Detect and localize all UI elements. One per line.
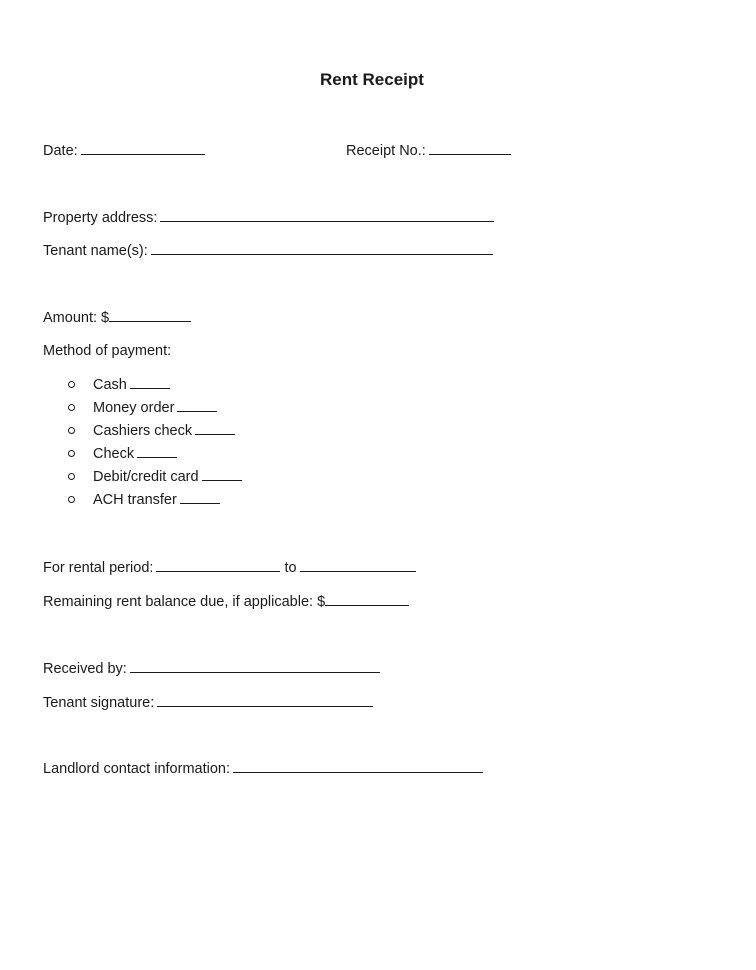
payment-method-label: Debit/credit card — [93, 469, 199, 485]
document-title: Rent Receipt — [320, 70, 424, 89]
payment-method-blank[interactable] — [195, 421, 235, 435]
remaining-balance-row — [43, 592, 409, 611]
tenant-signature-row — [43, 693, 373, 712]
property-address-label: Property address: — [43, 210, 158, 226]
payment-method-label: Cash — [93, 377, 127, 393]
received-by-blank[interactable] — [130, 659, 380, 673]
date-blank[interactable] — [81, 141, 205, 155]
tenant-signature-blank[interactable] — [157, 693, 373, 707]
payment-method-money-order — [93, 398, 217, 417]
payment-method-cashiers-check — [93, 421, 235, 440]
tenant-names-label: Tenant name(s): — [43, 243, 148, 259]
payment-method-cash — [93, 375, 170, 394]
landlord-contact-row — [43, 759, 483, 778]
date-label: Date: — [43, 143, 78, 159]
payment-method-blank[interactable] — [137, 444, 177, 458]
payment-method-label: ACH transfer — [93, 492, 177, 508]
rental-period-to-label: to — [284, 560, 297, 576]
tenant-names-blank[interactable] — [151, 241, 493, 255]
payment-method-blank[interactable] — [177, 398, 217, 412]
payment-method-blank[interactable] — [202, 467, 242, 481]
rental-period-end-blank[interactable] — [300, 558, 416, 572]
payment-method-blank[interactable] — [130, 375, 170, 389]
received-by-label: Received by: — [43, 661, 127, 677]
landlord-contact-label: Landlord contact information: — [43, 761, 230, 777]
property-address-blank[interactable] — [160, 208, 494, 222]
landlord-contact-blank[interactable] — [233, 759, 483, 773]
received-by-row — [43, 659, 380, 678]
payment-method-check — [93, 444, 177, 463]
method-of-payment-heading: Method of payment: — [43, 343, 172, 359]
tenant-signature-label: Tenant signature: — [43, 695, 155, 711]
payment-method-blank[interactable] — [180, 490, 220, 504]
receipt-number-blank[interactable] — [429, 141, 511, 155]
list-bullet-icon — [68, 404, 75, 411]
payment-method-label: Cashiers check — [93, 423, 193, 439]
amount-row — [43, 308, 191, 327]
property-address-row — [43, 208, 494, 227]
receipt-number-row — [346, 141, 511, 160]
list-bullet-icon — [68, 381, 75, 388]
list-bullet-icon — [68, 427, 75, 434]
tenant-names-row — [43, 241, 493, 260]
payment-method-label: Money order — [93, 400, 175, 416]
payment-method-debit-credit-card — [93, 467, 242, 486]
receipt-number-label: Receipt No.: — [346, 143, 426, 159]
list-bullet-icon — [68, 496, 75, 503]
remaining-balance-label: Remaining rent balance due, if applicable: $ — [43, 594, 326, 610]
rental-period-row — [43, 558, 416, 577]
amount-blank[interactable] — [109, 308, 191, 322]
rental-period-start-blank[interactable] — [156, 558, 280, 572]
remaining-balance-blank[interactable] — [325, 592, 409, 606]
amount-label: Amount: $ — [43, 310, 110, 326]
date-row — [43, 141, 205, 160]
rental-period-label: For rental period: — [43, 560, 154, 576]
payment-method-ach-transfer — [93, 490, 220, 509]
list-bullet-icon — [68, 473, 75, 480]
list-bullet-icon — [68, 450, 75, 457]
payment-method-label: Check — [93, 446, 135, 462]
